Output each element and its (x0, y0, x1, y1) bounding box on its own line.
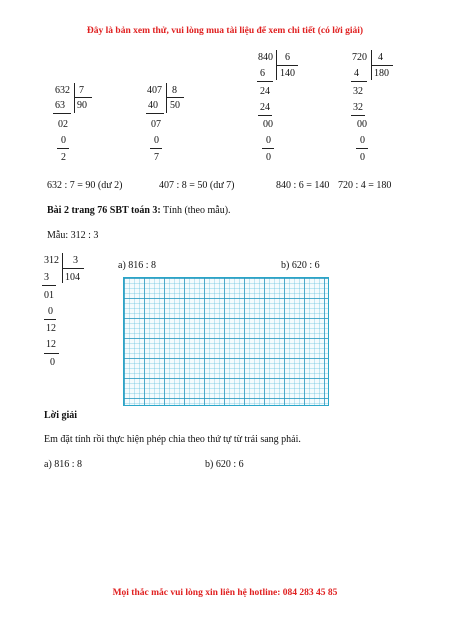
exercise-instruction: Tính (theo mẫu). (160, 205, 231, 216)
quotient: 140 (280, 68, 295, 79)
subtract-line (258, 115, 272, 116)
division-bar (166, 83, 167, 113)
dividend: 632 (55, 85, 70, 96)
divisor: 6 (285, 52, 290, 63)
dividend: 312 (44, 255, 59, 266)
divisor: 8 (172, 85, 177, 96)
partial-remainder: 02 (58, 119, 68, 130)
quotient: 104 (65, 272, 80, 283)
subtract-line (356, 148, 368, 149)
solution-a: a) 816 : 8 (44, 459, 83, 470)
division-bar (74, 83, 75, 113)
sample-label: Mẫu: 312 : 3 (47, 230, 99, 241)
dividend: 407 (147, 85, 162, 96)
partial-remainder: 32 (353, 86, 363, 97)
product: 32 (353, 102, 363, 113)
hotline-footer: Mọi thắc mắc vui lòng xin liên hệ hotline: 084 283 45 85 (112, 588, 338, 598)
product: 0 (266, 135, 271, 146)
result-407-8: 407 : 8 = 50 (dư 7) (159, 180, 235, 191)
solution-b: b) 620 : 6 (205, 459, 244, 470)
partial-remainder: 01 (44, 290, 54, 301)
task-b: b) 620 : 6 (281, 260, 320, 271)
subtract-line (57, 148, 69, 149)
preview-banner: Đây là bản xem thử, vui lòng mua tài liệu để xem chi tiết (có lời giải) (86, 26, 364, 36)
remainder: 2 (61, 152, 66, 163)
product: 0 (360, 135, 365, 146)
exercise-heading (47, 205, 231, 216)
product: 0 (48, 306, 53, 317)
subtract-line (44, 319, 56, 320)
product: 6 (260, 68, 265, 79)
quotient-line (62, 268, 84, 269)
partial-remainder: 12 (46, 323, 56, 334)
result-720-4: 720 : 4 = 180 (338, 180, 392, 191)
divisor: 3 (73, 255, 78, 266)
product: 24 (260, 102, 270, 113)
partial-remainder: 00 (357, 119, 367, 130)
product: 40 (148, 100, 158, 111)
remainder: 0 (50, 357, 55, 368)
product: 0 (61, 135, 66, 146)
quotient: 50 (170, 100, 180, 111)
quotient-line (74, 97, 92, 98)
remainder: 0 (266, 152, 271, 163)
subtract-line (146, 113, 164, 114)
quotient: 180 (374, 68, 389, 79)
remainder: 7 (154, 152, 159, 163)
exercise-title: Bài 2 trang 76 SBT toán 3: (47, 205, 161, 216)
subtract-line (257, 81, 273, 82)
divisor: 4 (378, 52, 383, 63)
dividend: 840 (258, 52, 273, 63)
quotient-line (276, 65, 298, 66)
solution-text: Em đặt tính rồi thực hiện phép chia theo thứ tự từ trái sang phải. (44, 434, 301, 445)
product: 63 (55, 100, 65, 111)
solution-heading: Lời giải (44, 410, 78, 421)
subtract-line (262, 148, 274, 149)
squared-grid-paper (123, 277, 329, 406)
remainder: 0 (360, 152, 365, 163)
subtract-line (351, 81, 367, 82)
quotient-line (166, 97, 184, 98)
partial-remainder: 00 (263, 119, 273, 130)
product: 0 (154, 135, 159, 146)
product: 12 (46, 339, 56, 350)
subtract-line (42, 285, 56, 286)
subtract-line (44, 353, 59, 354)
subtract-line (351, 115, 365, 116)
partial-remainder: 24 (260, 86, 270, 97)
task-a: a) 816 : 8 (118, 260, 157, 271)
quotient: 90 (77, 100, 87, 111)
product: 3 (44, 272, 49, 283)
dividend: 720 (352, 52, 367, 63)
partial-remainder: 07 (151, 119, 161, 130)
result-632-7: 632 : 7 = 90 (dư 2) (47, 180, 123, 191)
divisor: 7 (79, 85, 84, 96)
subtract-line (150, 148, 162, 149)
quotient-line (371, 65, 393, 66)
subtract-line (53, 113, 71, 114)
product: 4 (354, 68, 359, 79)
result-840-6: 840 : 6 = 140 (276, 180, 330, 191)
